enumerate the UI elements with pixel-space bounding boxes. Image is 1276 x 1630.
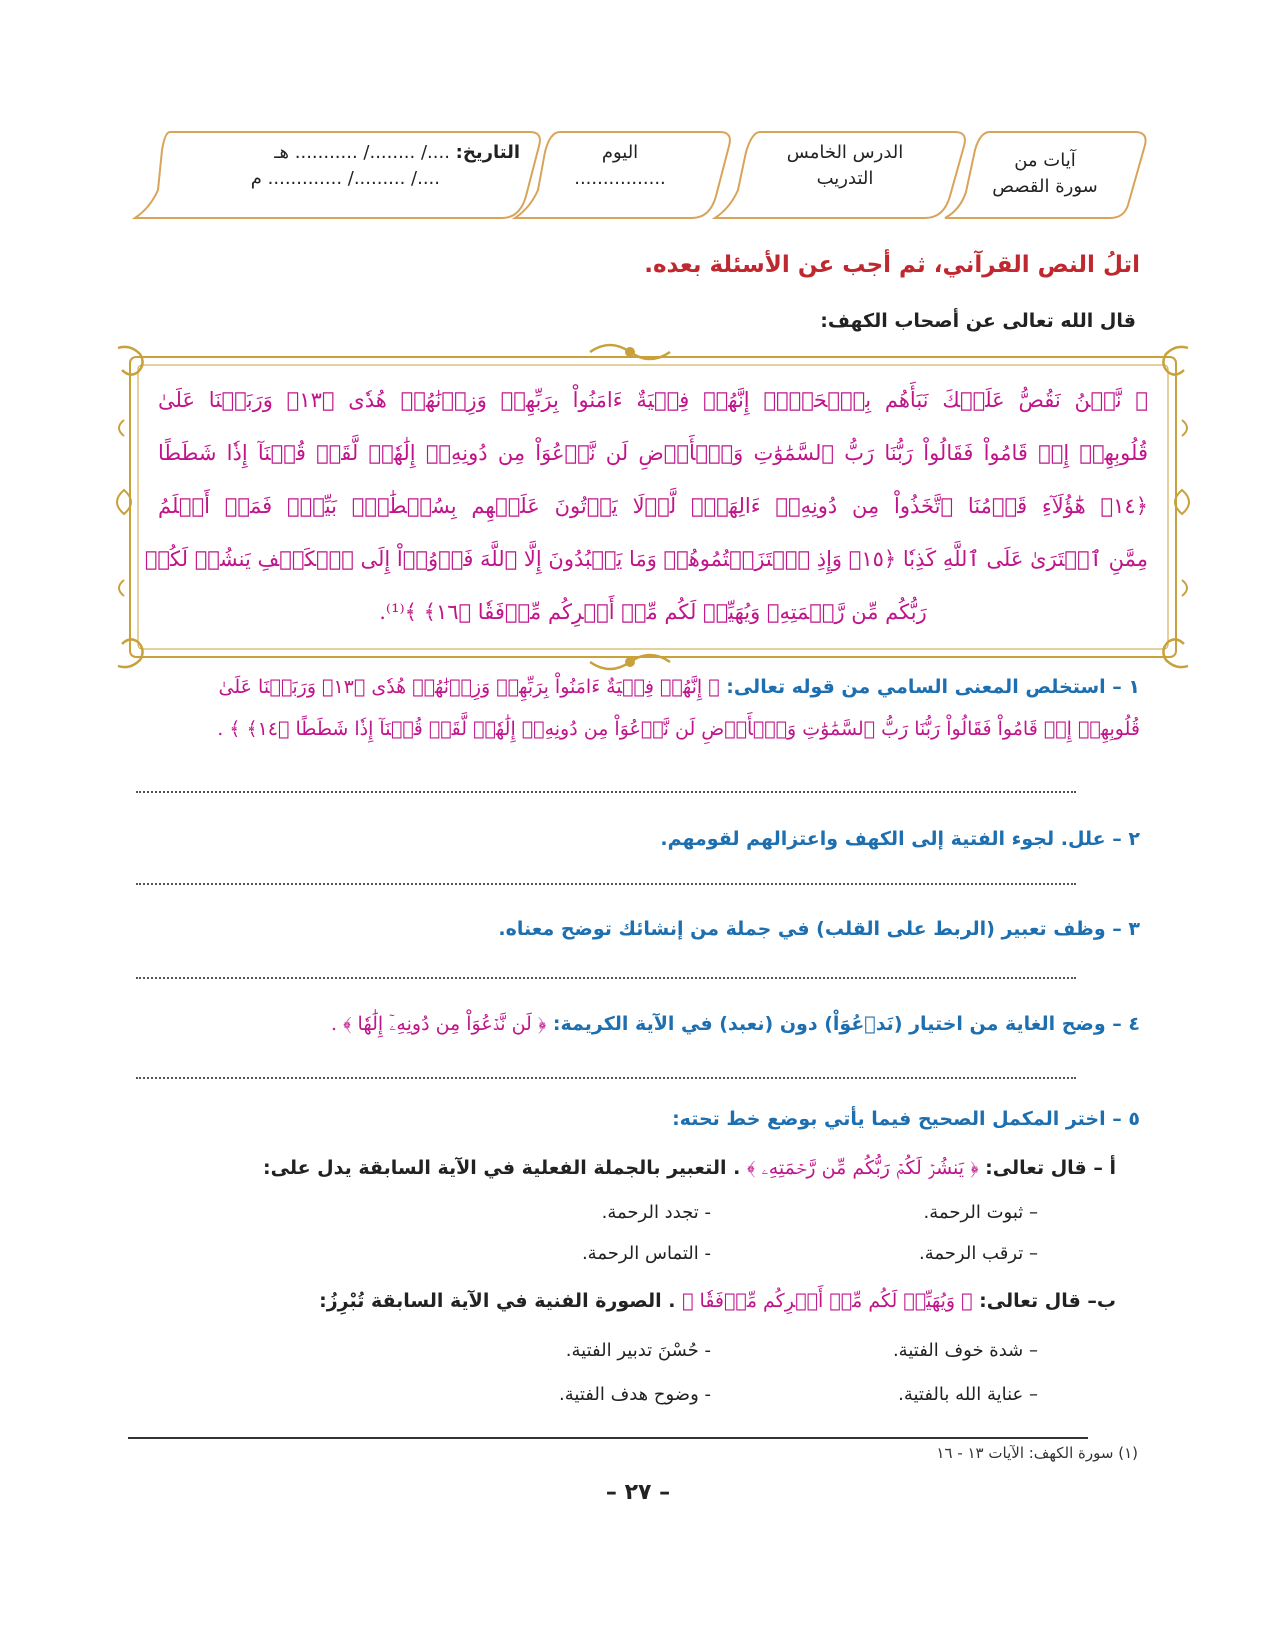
tab-surah xyxy=(965,148,1125,200)
verse-line: مِمَّنِ ٱفۡتَرَىٰ عَلَى ٱللَّهِ كَذِبٗا ﴿١٥﴾ وَإِذِ ٱعۡتَزَلۡتُمُوهُمۡ وَمَا يَعۡبُدُونَ إِلَّا ٱللَّهَ فَأۡوُۥٓاْ إِلَى ٱلۡكَهۡفِ يَنشُرۡ لَكُمۡ xyxy=(144,547,1148,571)
answer-line[interactable] xyxy=(136,1076,1076,1079)
question-quote: ﴿ لَن نَّدۡعُوَاْ مِن دُونِهِۦٓ إِلَٰهٗا ﴾ . xyxy=(331,1013,547,1035)
tab-day xyxy=(530,140,710,192)
answer-line[interactable] xyxy=(136,976,1076,979)
question-5b xyxy=(319,1290,1116,1312)
question-text: علل. لجوء الفتية إلى الكهف واعتزالهم لقومهم. xyxy=(660,828,1106,850)
instruction-heading: اتلُ النص القرآني، ثم أجب عن الأسئلة بعده. xyxy=(644,252,1140,278)
question-text: استخلص المعنى السامي من قوله تعالى: xyxy=(726,676,1106,698)
verse-line: قُلُوبِهِمۡ إِذۡ قَامُواْ فَقَالُواْ رَبُّنَا رَبُّ ٱلسَّمَٰوَٰتِ وَٱلۡأَرۡضِ لَن نَّدۡعُوَاْ مِن دُونِهِۦٓ إِلَٰهٗاۖ لَّقَدۡ قُلۡنَآ إِذٗا شَطَطًا xyxy=(158,441,1148,465)
answer-line[interactable] xyxy=(136,882,1076,885)
question-quote: ﴿ إِنَّهُمۡ فِتۡيَةٌ ءَامَنُواْ بِرَبِّهِمۡ وَزِدۡنَٰهُمۡ هُدٗى ﴿١٣﴾ وَرَبَطۡنَا عَلَىٰ xyxy=(218,676,720,698)
question-5b-quote: ﴿ وَيُهَيِّئۡ لَكُم مِّنۡ أَمۡرِكُم مِّرۡفَقٗا ﴾ xyxy=(682,1290,973,1312)
option[interactable]: – ترقب الرحمة. xyxy=(919,1243,1038,1264)
question-1-quote-line2: قُلُوبِهِمۡ إِذۡ قَامُواْ فَقَالُواْ رَبُّنَا رَبُّ ٱلسَّمَٰوَٰتِ وَٱلۡأَرۡضِ لَن نَّدۡعُوَاْ مِن دُونِهِۦٓ إِلَٰهٗاۖ لَّقَدۡ قُلۡنَآ إِذٗا شَطَطًا ﴿١٤﴾ ﴾ . xyxy=(217,718,1140,740)
question-5b-suffix: . الصورة الفنية في الآية السابقة تُبْرِزُ: xyxy=(319,1290,676,1312)
verse-line: ﴿١٤﴾ هَٰٓؤُلَآءِ قَوۡمُنَا ٱتَّخَذُواْ مِن دُونِهِۦٓ ءَالِهَةٗۖ لَّوۡلَا يَأۡتُونَ عَلَيۡهِم بِسُلۡطَٰنِۢ بَيِّنٖۖ فَمَنۡ أَظۡلَمُ xyxy=(158,494,1148,518)
tab-lesson-line1: الدرس الخامس xyxy=(786,142,904,163)
question-5a-quote: ﴿ يَنشُرۡ لَكُمۡ رَبُّكُم مِّن رَّحۡمَتِهِۦ ﴾ xyxy=(747,1157,979,1179)
intro-text: قال الله تعالى عن أصحاب الكهف: xyxy=(820,310,1136,332)
question-4 xyxy=(331,1013,1140,1035)
question-5a-prefix: أ – قال تعالى: xyxy=(985,1157,1116,1179)
option[interactable]: - التماس الرحمة. xyxy=(581,1243,711,1264)
option[interactable]: - تجدد الرحمة. xyxy=(601,1202,711,1223)
tab-date-hijri: ..../ ......../ ........... هـ xyxy=(274,142,450,163)
option[interactable]: – عناية الله بالفتية. xyxy=(898,1384,1038,1405)
option[interactable]: – شدة خوف الفتية. xyxy=(892,1340,1038,1361)
tab-date-gregorian: ..../ ........./ ............. م xyxy=(250,168,440,189)
page-number: – ٢٧ – xyxy=(605,1480,671,1505)
tab-day-line2: ................ xyxy=(574,168,666,189)
question-text: اختر المكمل الصحيح فيما يأتي بوضع خط تحته: xyxy=(672,1108,1106,1130)
tab-lesson xyxy=(745,140,945,192)
quran-verse-block xyxy=(144,372,1148,647)
question-5b-prefix: ب– قال تعالى: xyxy=(979,1290,1116,1312)
question-text: وضح الغاية من اختيار (نَدۡعُوَاْ) دون (نعبد) في الآية الكريمة: xyxy=(552,1013,1106,1035)
tab-date-label: التاريخ: xyxy=(455,142,520,163)
tab-lesson-line2: التدريب xyxy=(816,168,874,189)
option[interactable]: – ثبوت الرحمة. xyxy=(923,1202,1038,1223)
question-number: ١ – xyxy=(1112,676,1140,698)
tab-surah-line1: آيات من xyxy=(1014,150,1076,171)
option[interactable]: - وضوح هدف الفتية. xyxy=(559,1384,711,1405)
question-number: ٥ – xyxy=(1112,1108,1140,1130)
question-5a xyxy=(263,1157,1116,1179)
question-number: ٤ – xyxy=(1112,1013,1140,1035)
option[interactable]: - حُسْنَ تدبير الفتية. xyxy=(565,1340,711,1361)
footnote-divider xyxy=(128,1437,1088,1439)
question-number: ٢ – xyxy=(1112,828,1140,850)
tab-date xyxy=(160,140,520,192)
tab-date-hijri-row xyxy=(160,140,520,166)
footnote: (١) سورة الكهف: الآيات ١٣ - ١٦ xyxy=(936,1444,1138,1462)
tab-day-line1: اليوم xyxy=(601,142,639,163)
question-1 xyxy=(219,676,1140,698)
verse-line: ﴿ نَّحۡنُ نَقُصُّ عَلَيۡكَ نَبَأَهُم بِٱلۡحَقِّۚ إِنَّهُمۡ فِتۡيَةٌ ءَامَنُواْ بِرَبِّهِمۡ وَزِدۡنَٰهُمۡ هُدٗى ﴿١٣﴾ وَرَبَطۡنَا عَلَىٰ xyxy=(158,388,1148,412)
question-5 xyxy=(672,1108,1140,1130)
question-number: ٣ – xyxy=(1112,918,1140,940)
verse-line: رَبُّكُم مِّن رَّحۡمَتِهِۦ وَيُهَيِّئۡ لَكُم مِّنۡ أَمۡرِكُم مِّرۡفَقٗا ﴿١٦﴾ ﴾⁽¹⁾. xyxy=(379,600,927,624)
question-2 xyxy=(660,828,1140,850)
question-text: وظف تعبير (الربط على القلب) في جملة من إنشائك توضح معناه. xyxy=(498,918,1106,940)
answer-line[interactable] xyxy=(136,790,1076,793)
question-3 xyxy=(498,918,1140,940)
question-5a-suffix: . التعبير بالجملة الفعلية في الآية السابقة يدل على: xyxy=(263,1157,741,1179)
tab-surah-line2: سورة القصص xyxy=(992,176,1098,197)
header-tabs-outline xyxy=(0,0,1276,250)
